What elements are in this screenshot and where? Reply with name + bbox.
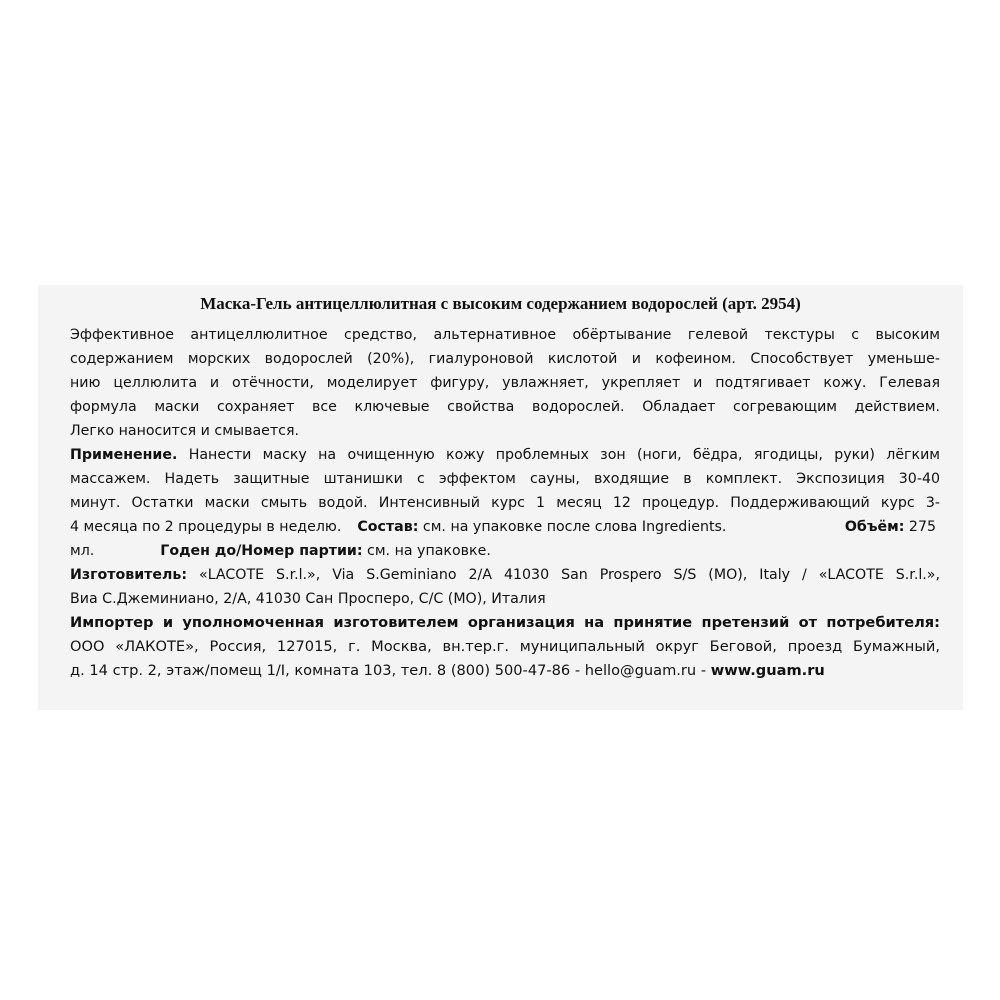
- volume-unit: мл.: [70, 543, 95, 559]
- usage-text: Нанести маску на очищенную кожу проблемных зон (ноги, бёдра, ягодицы, руки) лёгким: [177, 447, 940, 463]
- importer-line: [70, 659, 940, 683]
- volume-value: 275: [904, 519, 936, 535]
- importer-line: [70, 611, 940, 635]
- volume-expiry-line: [70, 539, 940, 563]
- product-title: Маска-Гель антицеллюлитная с высоким содержанием водорослей (арт. 2954): [200, 294, 801, 313]
- expiry-value: см. на упаковке.: [362, 543, 491, 559]
- usage-text: 4 месяца по 2 процедуры в неделю.: [70, 519, 342, 535]
- description-line: нию целлюлита и отёчности, моделирует фигуру, увлажняет, укрепляет и подтягивает кожу. Гелевая: [70, 375, 940, 391]
- usage-line: массажем. Надеть защитные штанишки с эффектом сауны, входящие в комплект. Экспозиция 30-40: [70, 471, 940, 487]
- usage-label: Применение.: [70, 447, 178, 463]
- importer-text: д. 14 стр. 2, этаж/помещ 1/I, комната 103, тел. 8 (800) 500-47-86 - hello@guam.ru -: [70, 662, 711, 679]
- expiry-label: Годен до/Номер партии:: [160, 543, 363, 559]
- usage-line: [70, 515, 940, 539]
- volume-field: [845, 515, 936, 539]
- importer-label: Импортер и уполномоченная изготовителем организация на принятие претензий от потребителя:: [70, 614, 940, 631]
- volume-label: Объём:: [844, 519, 905, 535]
- manufacturer-text: «LACOTE S.r.l.», Via S.Geminiano 2/A 41030 San Prospero S/S (MO), Italy / «LACOTE S.r.l.»,: [187, 567, 940, 583]
- manufacturer-line: Виа С.Джеминиано, 2/А, 41030 Сан Просперо, С/С (МО), Италия: [70, 591, 546, 607]
- product-label: [38, 285, 963, 710]
- manufacturer-line: [70, 563, 940, 587]
- description-line: Эффективное антицеллюлитное средство, альтернативное обёртывание гелевой текстуры с высоким: [70, 327, 940, 343]
- manufacturer-label: Изготовитель:: [70, 567, 188, 583]
- usage-line: минут. Остатки маски смыть водой. Интенсивный курс 1 месяц 12 процедур. Поддерживающий курс 3-: [70, 495, 940, 511]
- website-link: www.guam.ru: [710, 662, 825, 679]
- usage-line: [70, 443, 940, 467]
- description-line: Легко наносится и смывается.: [70, 423, 299, 439]
- composition-label: Состав:: [357, 519, 419, 535]
- description-line: содержанием морских водорослей (20%), гиалуроновой кислотой и кофеином. Способствует уменьше-: [70, 351, 940, 367]
- importer-line: ООО «ЛАКОТЕ», Россия, 127015, г. Москва, вн.тер.г. муниципальный округ Беговой, проезд Бумажный,: [70, 638, 940, 655]
- composition-value: см. на упаковке после слова Ingredients.: [418, 519, 727, 535]
- description-line: формула маски сохраняет все ключевые свойства водорослей. Обладает согревающим действием.: [70, 399, 940, 415]
- label-body: [70, 323, 940, 683]
